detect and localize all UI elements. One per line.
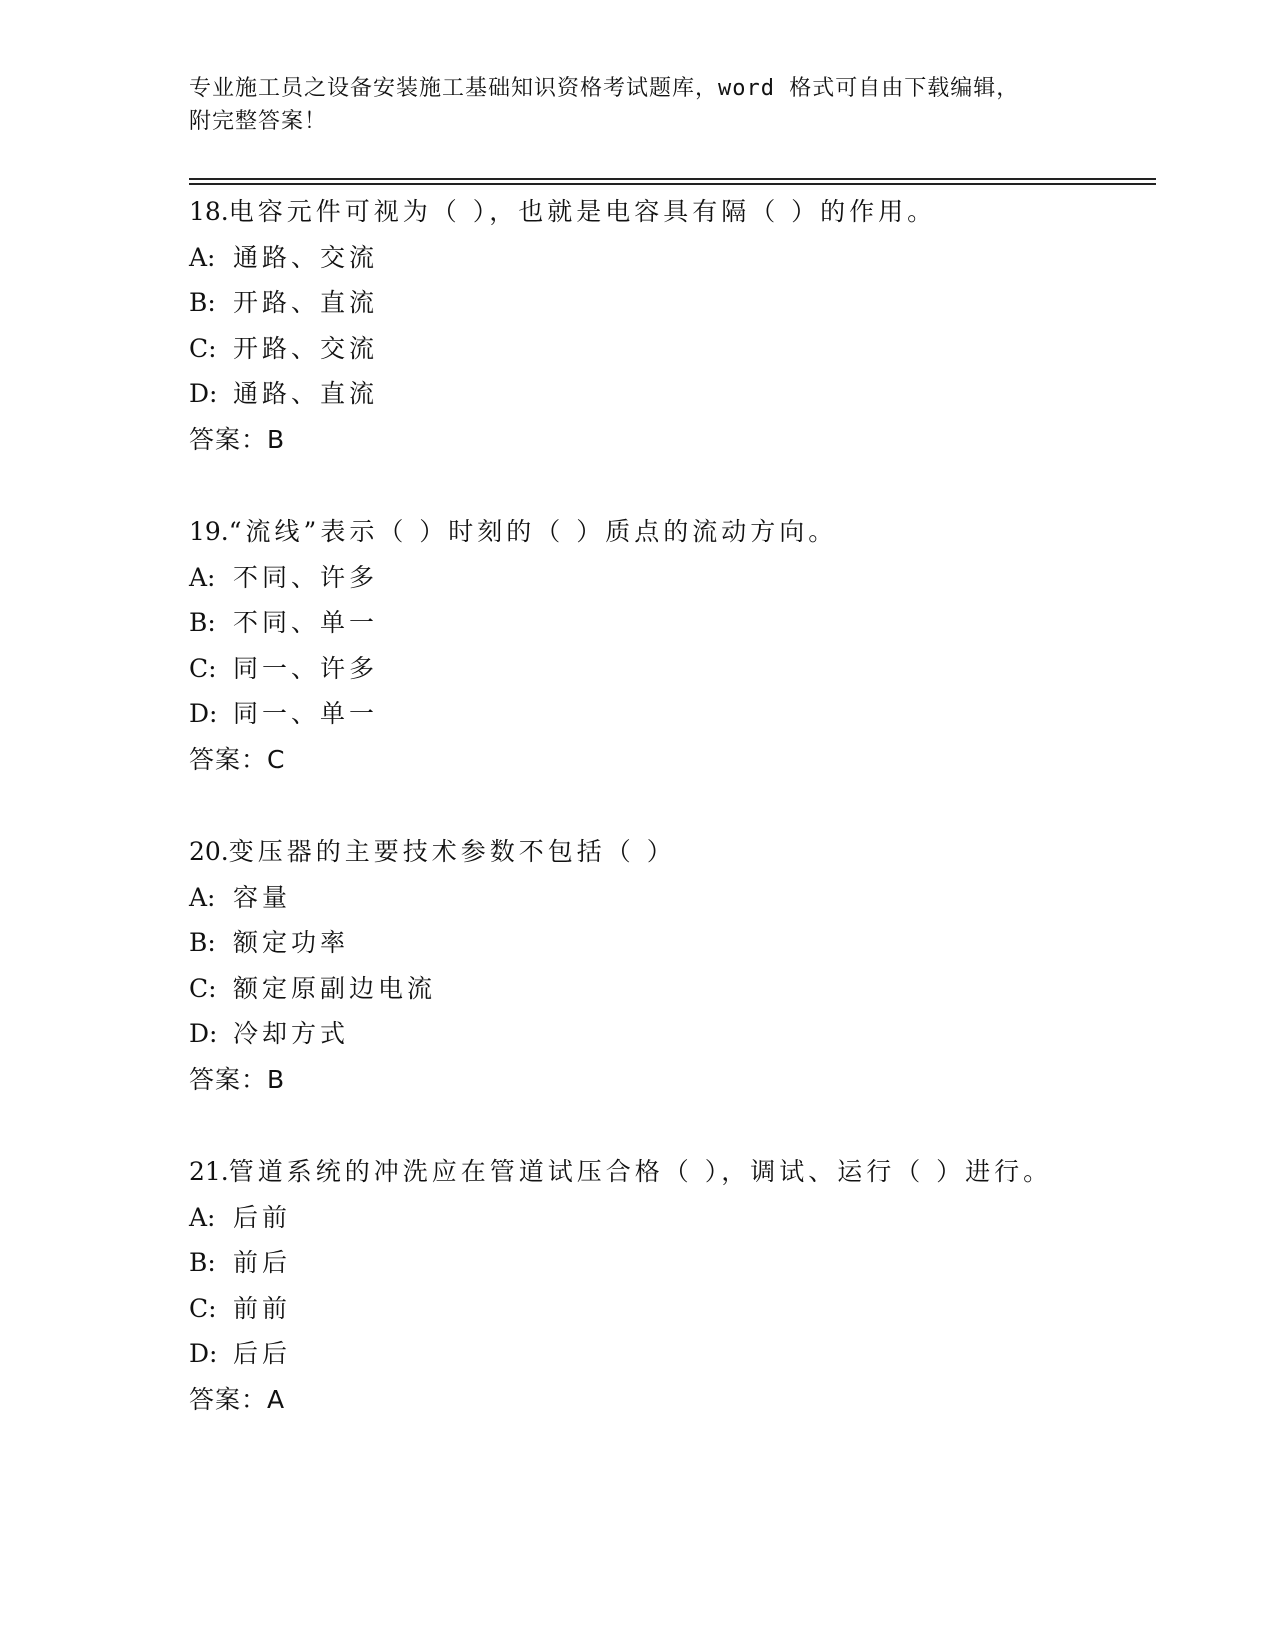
option-c [189, 1286, 1156, 1332]
option-key: C: [189, 333, 217, 363]
option-d [189, 371, 1156, 417]
option-a [189, 1195, 1156, 1241]
question-stem [189, 509, 1156, 555]
option-b [189, 1240, 1156, 1286]
option-text: 后前 [233, 1202, 292, 1232]
answer [189, 1377, 1156, 1423]
option-key: D: [189, 379, 218, 409]
header-divider-bottom [189, 183, 1156, 185]
answer [189, 737, 1156, 783]
option-text: 通路、直流 [233, 379, 379, 409]
question-text: 变压器的主要技术参数不包括（ ） [228, 837, 676, 866]
question-stem [189, 829, 1156, 875]
answer [189, 417, 1156, 463]
answer-label: 答案： [189, 424, 268, 454]
option-text: 容量 [233, 882, 292, 912]
option-text: 通路、交流 [233, 242, 379, 272]
option-key: C: [189, 1293, 217, 1323]
option-key: D: [189, 1339, 218, 1369]
option-key: C: [189, 653, 217, 683]
option-key: A: [189, 882, 216, 912]
question-text: “流线”表示（ ）时刻的（ ）质点的流动方向。 [228, 517, 838, 546]
option-text: 额定功率 [233, 928, 350, 958]
option-b [189, 280, 1156, 326]
question-number: 18. [189, 197, 229, 226]
option-text: 额定原副边电流 [233, 973, 437, 1003]
option-c [189, 326, 1156, 372]
document-header [189, 72, 1089, 138]
question-19 [189, 509, 1156, 829]
answer [189, 1057, 1156, 1103]
question-number: 21. [189, 1157, 229, 1186]
option-key: C: [189, 973, 217, 1003]
question-stem [189, 1149, 1156, 1195]
option-key: B: [189, 608, 216, 638]
answer-value: B [267, 424, 285, 454]
option-key: A: [189, 562, 216, 592]
header-line-2: 附完整答案！ [189, 109, 328, 134]
option-text: 不同、单一 [233, 608, 379, 638]
answer-value: C [267, 744, 285, 774]
answer-label: 答案： [189, 1064, 268, 1094]
question-20 [189, 829, 1156, 1149]
option-text: 冷却方式 [233, 1019, 350, 1049]
question-text: 管道系统的冲洗应在管道试压合格（ ），调试、运行（ ）进行。 [228, 1157, 1053, 1186]
option-c [189, 966, 1156, 1012]
option-key: B: [189, 928, 216, 958]
option-a [189, 875, 1156, 921]
question-stem [189, 189, 1156, 235]
option-text: 开路、交流 [233, 333, 379, 363]
option-a [189, 555, 1156, 601]
option-text: 前前 [233, 1293, 292, 1323]
option-text: 不同、许多 [233, 562, 379, 592]
option-b [189, 600, 1156, 646]
answer-label: 答案： [189, 1384, 268, 1414]
option-d [189, 1011, 1156, 1057]
option-d [189, 691, 1156, 737]
header-divider-top [189, 178, 1156, 180]
question-list [189, 189, 1156, 1469]
answer-value: B [267, 1064, 285, 1094]
option-key: B: [189, 288, 216, 318]
option-key: D: [189, 699, 218, 729]
answer-value: A [267, 1384, 285, 1414]
question-21 [189, 1149, 1156, 1469]
question-number: 19. [189, 517, 229, 546]
question-text: 电容元件可视为（ ），也就是电容具有隔（ ）的作用。 [228, 197, 937, 226]
option-text: 同一、许多 [233, 653, 379, 683]
option-key: D: [189, 1019, 218, 1049]
option-key: A: [189, 242, 216, 272]
option-c [189, 646, 1156, 692]
answer-label: 答案： [189, 744, 268, 774]
option-text: 前后 [233, 1248, 292, 1278]
option-text: 同一、单一 [233, 699, 379, 729]
option-text: 开路、直流 [233, 288, 379, 318]
option-a [189, 235, 1156, 281]
question-number: 20. [189, 837, 229, 866]
header-line-1: 专业施工员之设备安装施工基础知识资格考试题库，word 格式可自由下载编辑， [189, 76, 1020, 101]
option-key: B: [189, 1248, 216, 1278]
option-d [189, 1331, 1156, 1377]
option-text: 后后 [233, 1339, 292, 1369]
option-b [189, 920, 1156, 966]
question-18 [189, 189, 1156, 509]
option-key: A: [189, 1202, 216, 1232]
